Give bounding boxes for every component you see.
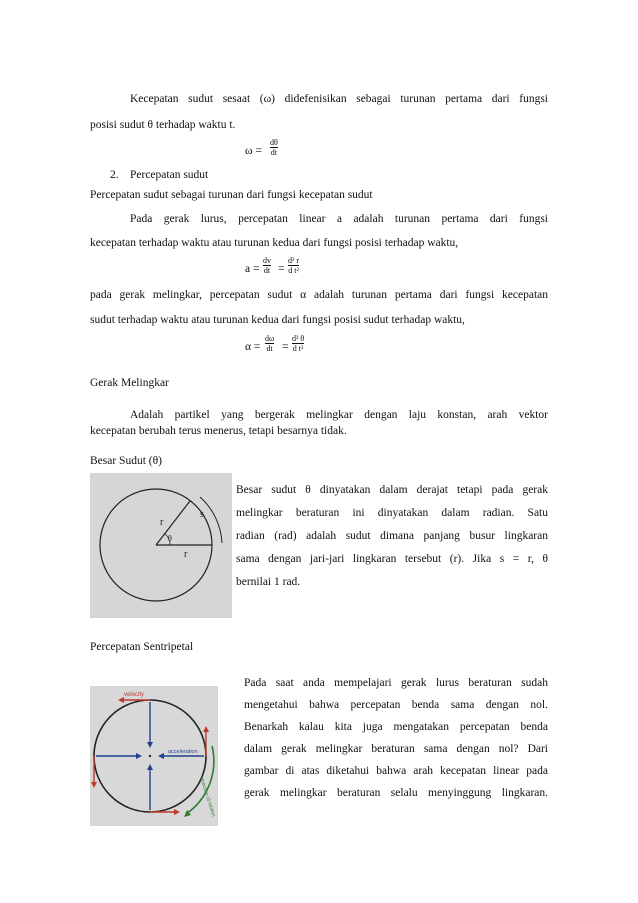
- para3-line2: kecepatan terhadap waktu atau turunan kedua dari fungsi posisi terhadap waktu,: [90, 237, 459, 249]
- eq2-den2: d t²: [288, 266, 299, 275]
- para6-line: radian (rad) adalah sudut dimana panjang busur lingkaran: [236, 530, 548, 542]
- para6-line: bernilai 1 rad.: [236, 576, 301, 588]
- eq3-fraction1: [265, 334, 274, 353]
- eq2-fraction1: [263, 256, 271, 275]
- label-direction-of-motion: direction of motion: [198, 776, 217, 818]
- eq1-lhs: ω =: [245, 145, 262, 157]
- para7-line: gambar di atas diketahui bahwa arah kecepatan linear pada: [244, 765, 548, 777]
- para7-line: Pada saat anda mempelajari gerak lurus beraturan sudah: [244, 677, 548, 689]
- label-acceleration: acceleration: [168, 749, 198, 755]
- figure-angle-radian: [90, 473, 232, 618]
- para7-line: gerak melingkar beraturan selalu menyinggung lingkaran.: [244, 787, 548, 799]
- eq1-den: dt: [270, 148, 278, 157]
- eq3-den2: d t²: [292, 344, 304, 353]
- label-r-horizontal: r: [184, 549, 188, 560]
- para7-line: mengetahui bahwa percepatan benda sama dengan nol.: [244, 699, 548, 711]
- para1-line1: Kecepatan sudut sesaat (ω) didefenisikan sebagai turunan pertama dari fungsi: [130, 93, 548, 105]
- para6-line: sama dengan jari-jari lingkaran tersebut (r). Jika s = r, θ: [236, 553, 548, 565]
- para7-line: Benarkah kalau kita juga mengatakan percepatan benda: [244, 721, 548, 733]
- para7: [244, 676, 548, 800]
- eq1-num: dθ: [270, 138, 278, 147]
- eq2-mid: =: [278, 263, 285, 275]
- para6: [236, 483, 548, 589]
- eq2-lhs: a =: [245, 263, 260, 275]
- eq3-lhs: α =: [245, 341, 261, 353]
- eq2-num1: dv: [263, 256, 271, 265]
- label-s: s: [200, 509, 204, 520]
- para4-line2: sudut terhadap waktu atau turunan kedua dari fungsi posisi sudut terhadap waktu,: [90, 314, 465, 326]
- para7-line: dalam gerak melingkar beraturan sama dengan nol? Dari: [244, 743, 548, 755]
- eq3-den1: dt: [266, 344, 273, 353]
- eq2-num2: d² r: [288, 256, 300, 265]
- eq3-num2: d² θ: [292, 334, 305, 343]
- para5-line2: kecepatan berubah terus menerus, tetapi besarnya tidak.: [90, 425, 347, 437]
- eq2-fraction2: [288, 256, 299, 275]
- para4-line1: pada gerak melingkar, percepatan sudut α adalah turunan pertama dari fungsi kecepatan: [90, 289, 548, 301]
- label-theta: θ: [168, 534, 172, 543]
- heading-percepatan-sentripetal: Percepatan Sentripetal: [90, 641, 194, 653]
- heading-besar-sudut: Besar Sudut (θ): [90, 455, 162, 467]
- figure-centripetal: [90, 686, 218, 826]
- eq3-num1: dω: [265, 334, 275, 343]
- section-number: 2.: [110, 169, 119, 181]
- label-velocity: velocity: [124, 692, 145, 698]
- eq2-den1: dt: [263, 266, 271, 275]
- para1-line2: posisi sudut θ terhadap waktu t.: [90, 119, 236, 131]
- para6-line: melingkar beraturan ini dinyatakan dalam radian. Satu: [236, 507, 548, 519]
- eq1-fraction: [270, 138, 278, 157]
- para6-line: Besar sudut θ dinyatakan dalam derajat tetapi pada gerak: [236, 484, 548, 496]
- para3-line1: Pada gerak lurus, percepatan linear a adalah turunan pertama dari fungsi: [130, 213, 548, 225]
- center-dot: [149, 755, 151, 757]
- label-r-angled: r: [160, 517, 164, 528]
- heading-gerak-melingkar: Gerak Melingkar: [90, 377, 169, 389]
- eq3-mid: =: [282, 341, 289, 353]
- eq3-fraction2: [292, 334, 304, 353]
- para5-line1: Adalah partikel yang bergerak melingkar dengan laju konstan, arah vektor: [130, 409, 548, 421]
- section-title: Percepatan sudut: [130, 169, 209, 181]
- para2: Percepatan sudut sebagai turunan dari fungsi kecepatan sudut: [90, 189, 373, 201]
